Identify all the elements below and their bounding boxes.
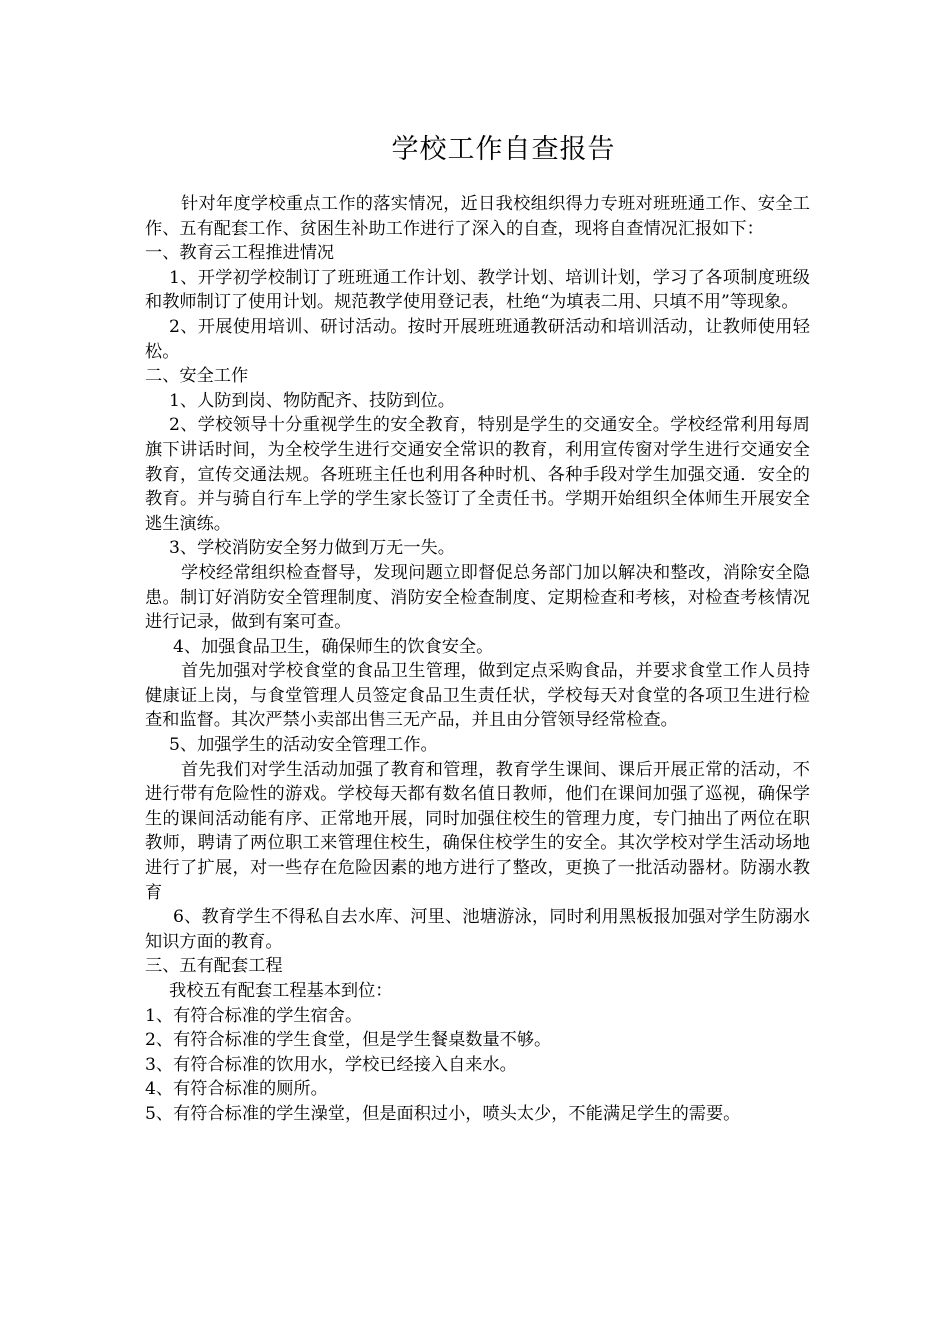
body-paragraph: 我校五有配套工程基本到位：: [169, 981, 393, 1001]
section-heading-or-list-item: 3、有符合标准的饮用水，学校已经接入自来水。: [145, 1054, 517, 1075]
body-paragraph: 首先我们对学生活动加强了教育和管理，教育学生课间、课后开展正常的活动，不进行带有危险性的游戏。学校每天都有数名值日教师，他们在课间加强了巡视，确保学生的课间活动能有序、正常地开展，同时加强住校生的管理力度，专门抽出了两位在职教师，聘请了两位职工来管理住校生，确保住校学生的安全。其次学校对学生活动场地进行了扩展，对一些存在危险因素的地方进行了整改，更换了一批活动器材。防溺水教育: [145, 759, 810, 903]
body-paragraph: 1、人防到岗、物防配齐、技防到位。: [169, 390, 455, 411]
section-heading-or-list-item: 三、五有配套工程: [145, 956, 283, 977]
section-heading-or-list-item: 一、教育云工程推进情况: [145, 243, 335, 264]
body-paragraph: 3、学校消防安全努力做到万无一失。: [169, 538, 455, 559]
body-paragraph: 2、学校领导十分重视学生的安全教育，特别是学生的交通安全。学校经常利用每周旗下讲话时间，为全校学生进行交通安全常识的教育，利用宣传窗对学生进行交通安全教育，宣传交通法规。各班班主任也利用各种时机、各种手段对学生加强交通．安全的教育。并与骑自行车上学的学生家长签订了全责任书。学期开始组织全体师生开展安全逃生演练。: [145, 415, 810, 534]
body-paragraph: 1、开学初学校制订了班班通工作计划、教学计划、培训计划，学习了各项制度班级和教师制订了使用计划。规范教学使用登记表，杜绝“为填表二用、只填不用”等现象。: [145, 267, 810, 313]
body-paragraph: 4、加强食品卫生，确保师生的饮食安全。: [173, 636, 494, 657]
document-page: [145, 128, 810, 1127]
body-paragraph: 首先加强对学校食堂的食品卫生管理，做到定点采购食品，并要求食堂工作人员持健康证上岗，与食堂管理人员签定食品卫生责任状，学校每天对食堂的各项卫生进行检查和监督。其次严禁小卖部出售三无产品，并且由分管领导经常检查。: [145, 661, 810, 731]
body-paragraph: 学校经常组织检查督导，发现问题立即督促总务部门加以解决和整改，消除安全隐患。制订好消防安全管理制度、消防安全检查制度、定期检查和考核，对检查考核情况进行记录，做到有案可查。: [145, 562, 810, 633]
body-paragraph: 针对年度学校重点工作的落实情况，近日我校组织得力专班对班班通工作、安全工作、五有配套工作、贫困生补助工作进行了深入的自查，现将自查情况汇报如下：: [145, 194, 810, 239]
section-heading-or-list-item: 5、有符合标准的学生澡堂，但是面积过小，喷头太少，不能满足学生的需要。: [145, 1103, 741, 1124]
document-title: 学校工作自查报告: [391, 134, 616, 165]
section-heading-or-list-item: 1、有符合标准的学生宿舍。: [145, 1005, 363, 1026]
body-paragraph: 6、教育学生不得私自去水库、河里、池塘游泳，同时利用黑板报加强对学生防溺水知识方面的教育。: [145, 907, 810, 952]
body-paragraph: 2、开展使用培训、研讨活动。按时开展班班通教研活动和培训活动，让教师使用轻松。: [145, 316, 810, 362]
section-heading-or-list-item: 4、有符合标准的厕所。: [145, 1079, 328, 1100]
section-heading-or-list-item: 2、有符合标准的学生食堂，但是学生餐桌数量不够。: [145, 1030, 552, 1051]
document-body: [145, 192, 810, 1127]
body-paragraph: 5、加强学生的活动安全管理工作。: [169, 735, 438, 756]
section-heading-or-list-item: 二、安全工作: [145, 366, 249, 387]
